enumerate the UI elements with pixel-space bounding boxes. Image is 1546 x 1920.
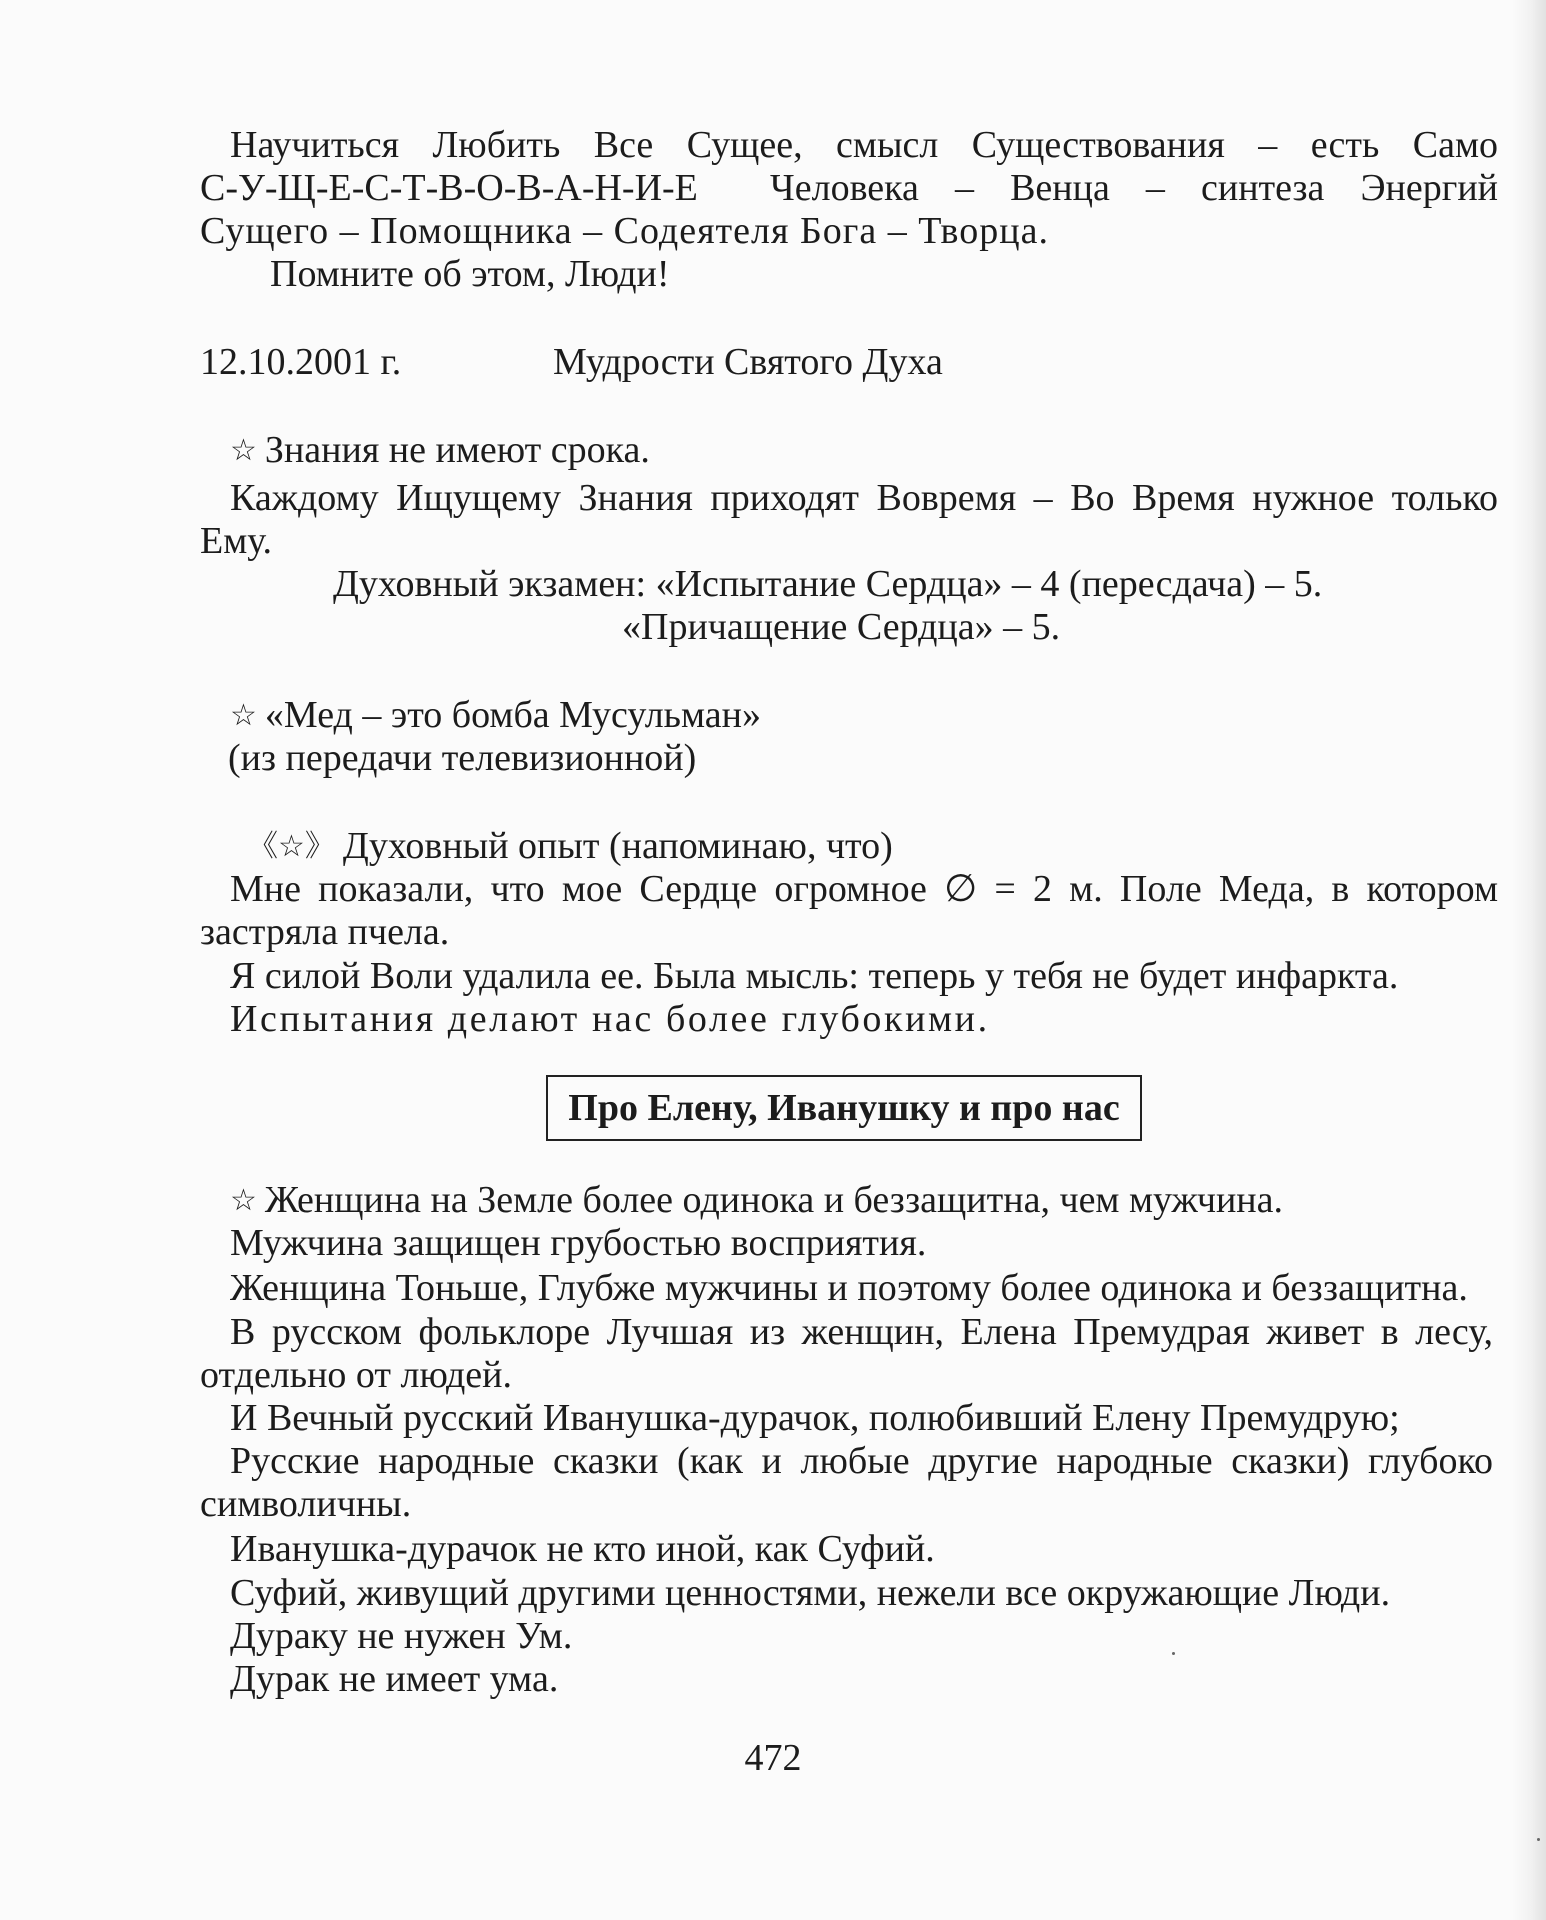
star-icon: ☆ [230,1183,257,1218]
block2-line1-text: «Мед – это бомба Мусульман» [264,694,761,736]
entry-title: Мудрости Святого Духа [553,341,943,383]
block3-line3: застряла пчела. [200,911,450,953]
block3-line1 [248,824,893,871]
section-heading: Про Елену, Иванушку и про нас [546,1075,1142,1141]
star-icon: ☆ [230,698,257,733]
block4-line1-text: Женщина на Земле более одинока и беззащитна, чем мужчина. [264,1179,1283,1221]
block4-line1 [230,1178,1283,1225]
block1-line3: Ему. [200,520,272,562]
para1-line2: С-У-Щ-Е-С-Т-В-О-В-А-Н-И-Е Человека – Венца – синтеза Энергий [200,167,1498,209]
block3-line1-text: Духовный опыт (напоминаю, что) [342,825,893,867]
crescent-star-icon: 《☆》 [248,829,335,864]
page-edge-shadow [1512,0,1546,1920]
block2-line2: (из передачи телевизионной) [228,737,697,779]
para1-line3: Сущего – Помощника – Содеятеля Бога – Творца. [200,210,1049,252]
block4-line10: Суфий, живущий другими ценностями, нежели все окружающие Люди. [230,1572,1391,1614]
block4-line12: Дурак не имеет ума. [230,1658,559,1700]
block4-line8: символичны. [200,1483,412,1525]
block4-line7: Русские народные сказки (как и любые другие народные сказки) глубоко [230,1440,1493,1482]
block2-line1 [230,693,761,740]
block3-line4: Я силой Воли удалила ее. Была мысль: теперь у тебя не будет инфаркта. [230,955,1399,997]
scan-speck [1172,1652,1175,1655]
star-icon: ☆ [230,433,257,468]
block4-line5: отдельно от людей. [200,1354,512,1396]
para1-line1: Научиться Любить Все Сущее, смысл Существования – есть Само [230,124,1498,166]
block3-line5: Испытания делают нас более глубокими. [230,998,990,1040]
block4-line3: Женщина Тоньше, Глубже мужчины и поэтому более одинока и беззащитна. [230,1267,1468,1309]
page-number: 472 [744,1737,802,1779]
block1-line5: «Причащение Сердца» – 5. [622,606,1061,648]
scan-speck [1537,1838,1540,1841]
block1-line2: Каждому Ищущему Знания приходят Вовремя – Во Время нужное только [230,477,1498,519]
block4-line2: Мужчина защищен грубостью восприятия. [230,1222,927,1264]
block1-line1-text: Знания не имеют срока. [264,429,650,471]
entry-date: 12.10.2001 г. [200,341,402,383]
block4-line11: Дураку не нужен Ум. [230,1615,573,1657]
block1-line4: Духовный экзамен: «Испытание Сердца» – 4 (пересдача) – 5. [333,563,1323,605]
block1-line1 [230,428,650,475]
block4-line4: В русском фольклоре Лучшая из женщин, Елена Премудрая живет в лесу, [230,1311,1493,1353]
para1-line4: Помните об этом, Люди! [270,253,670,295]
block4-line9: Иванушка-дурачок не кто иной, как Суфий. [230,1528,935,1570]
block4-line6: И Вечный русский Иванушка-дурачок, полюбивший Елену Премудрую; [230,1397,1400,1439]
block3-line2: Мне показали, что мое Сердце огромное ∅ = 2 м. Поле Меда, в котором [230,868,1498,910]
